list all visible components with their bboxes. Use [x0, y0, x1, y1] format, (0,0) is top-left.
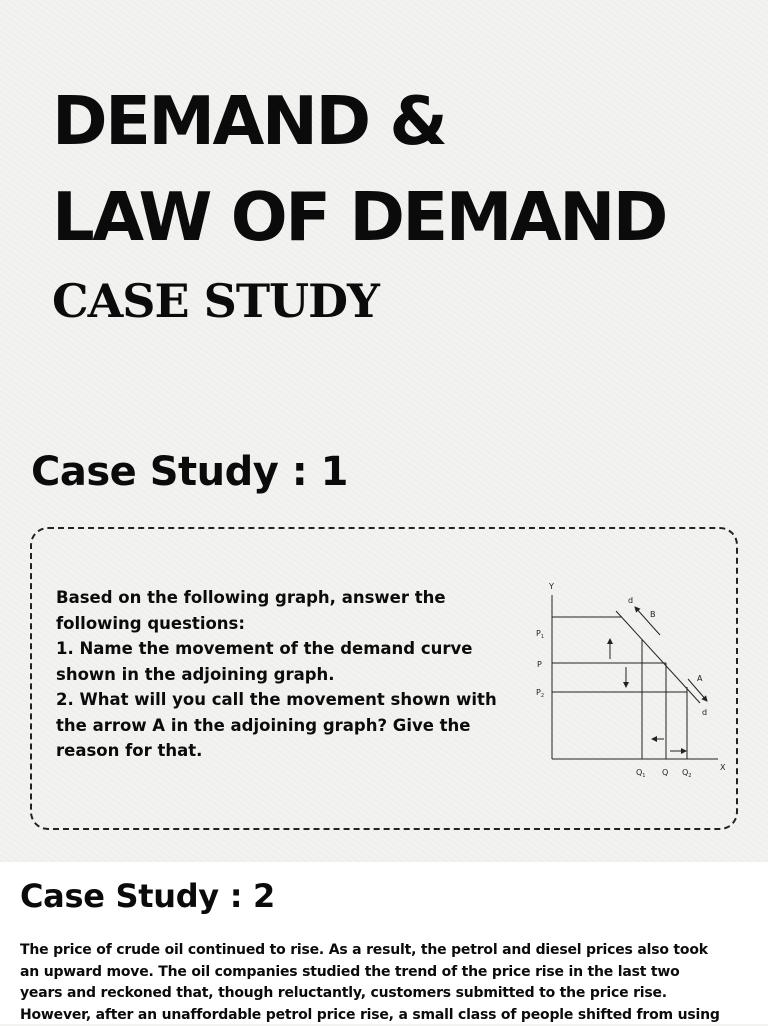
curve-label-bottom: d — [702, 708, 707, 717]
case-study-1-heading: Case Study : 1 — [31, 452, 348, 492]
case-study-1-questions — [56, 585, 526, 764]
price-label-p2: $P_2$ — [536, 688, 544, 699]
title-line-2: LAW OF DEMAND — [52, 184, 666, 251]
quantity-label-q2: $Q_2$ — [682, 768, 691, 777]
case-study-2-heading: Case Study : 2 — [20, 880, 275, 912]
question-line: Based on the following graph, answer the — [56, 585, 526, 611]
price-label-p1: $P_1$ — [536, 629, 544, 640]
price-label-p: P — [537, 660, 542, 669]
subtitle: CASE STUDY — [52, 278, 379, 324]
demand-curve-graph — [532, 577, 732, 777]
case-study-1-card — [30, 527, 738, 830]
paragraph-line: years and reckoned that, though reluctantly, customers submitted to the price rise. — [20, 983, 750, 1005]
paragraph-line: an upward move. The oil companies studied the trend of the price rise in the last two — [20, 962, 750, 984]
y-axis-label: Y — [548, 582, 554, 591]
paragraph-line: The price of crude oil continued to rise. As a result, the petrol and diesel prices also took — [20, 940, 750, 962]
question-line: shown in the adjoining graph. — [56, 662, 526, 688]
arrow-b — [635, 607, 660, 635]
question-line: reason for that. — [56, 738, 526, 764]
title-line-1: DEMAND & — [52, 88, 445, 155]
question-line: 1. Name the movement of the demand curve — [56, 636, 526, 662]
question-line: 2. What will you call the movement shown with — [56, 687, 526, 713]
question-line: the arrow A in the adjoining graph? Give the — [56, 713, 526, 739]
arrow-a-label: A — [697, 674, 703, 683]
curve-label-top: d — [628, 596, 633, 605]
arrow-b-label: B — [650, 610, 656, 619]
case-study-2-text — [20, 940, 750, 1026]
question-line: following questions: — [56, 611, 526, 637]
paragraph-line: However, after an unaffordable petrol price rise, a small class of people shifted from using — [20, 1005, 750, 1026]
x-axis-label: X — [720, 763, 726, 772]
quantity-label-q: Q — [662, 768, 668, 777]
quantity-label-q1: $Q_1$ — [636, 768, 645, 777]
